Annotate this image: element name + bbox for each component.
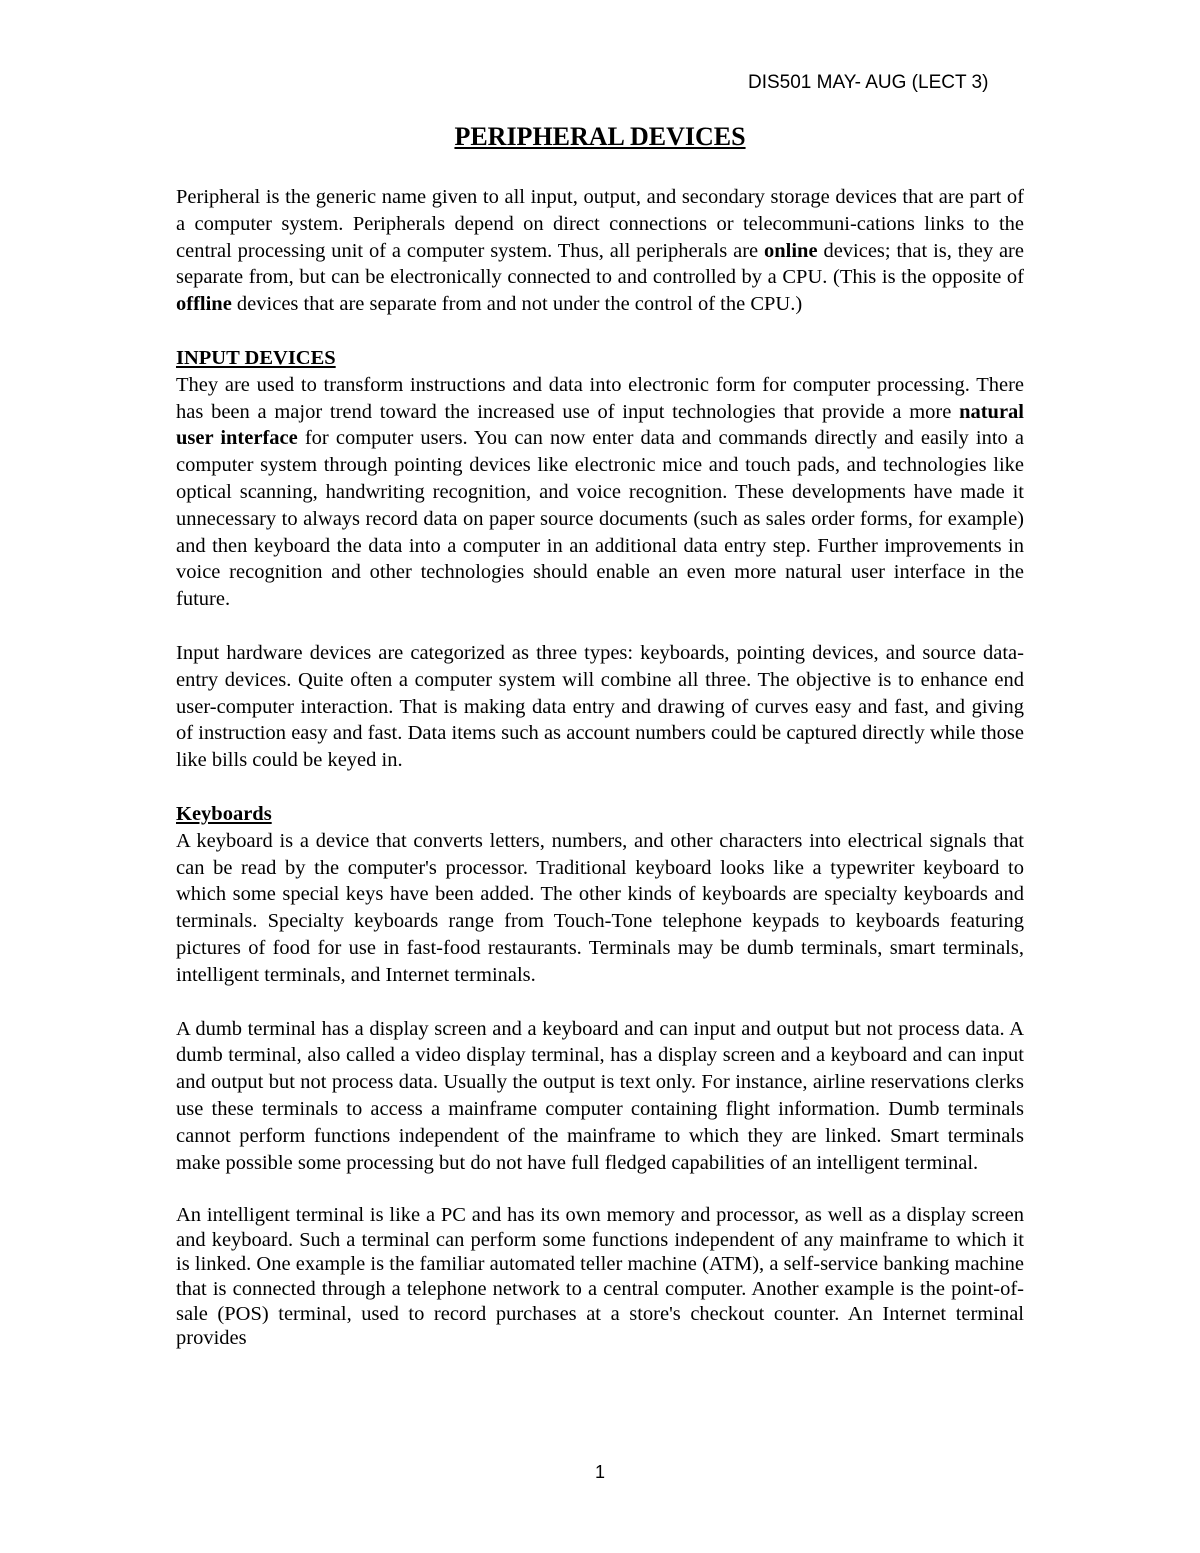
paragraph-gap bbox=[176, 1176, 1024, 1203]
page-title: PERIPHERAL DEVICES bbox=[454, 122, 746, 151]
running-header: DIS501 MAY- AUG (LECT 3) bbox=[748, 72, 989, 93]
keyboards-paragraph-3: An intelligent terminal is like a PC and has its own memory and processor, as well as a display screen and keyboard. Such a terminal can perform some functions independent of any mainframe to which it is linked. One example is the familiar automated teller machine (ATM), a self-service banking machine that is connected through a telephone network to a central computer. Another example is the point-of-sale (POS) terminal, used to record purchases at a store's checkout counter. An Internet terminal provides bbox=[176, 1204, 1024, 1350]
paragraph-gap bbox=[176, 774, 1024, 801]
paragraph-gap bbox=[176, 989, 1024, 1016]
intro-paragraph: Peripheral is the generic name given to all input, output, and secondary storage devices that are part of a computer system. Peripherals depend on direct connections or telecommuni-cations links to the central processing unit of a computer system. Thus, all peripherals are online devices; that is, they are separate from, but can be electronically connected to and controlled by a CPU. (This is the opposite of offline devices that are separate from and not under the control of the CPU.) bbox=[176, 186, 1024, 316]
section-heading-keyboards: Keyboards bbox=[176, 802, 272, 825]
term-offline: offline bbox=[176, 293, 232, 316]
term-online: online bbox=[764, 239, 818, 262]
keyboards-paragraph-2: A dumb terminal has a display screen and a keyboard and can input and output but not process data. A dumb terminal, also called a video display terminal, has a display screen and a keyboard and can input and output but not process data. Usually the output is text only. For instance, airline reservations clerks use these terminals to access a mainframe computer containing flight information. Dumb terminals cannot perform functions independent of the mainframe to which they are linked. Smart terminals make possible some processing but do not have full fledged capabilities of an intelligent terminal. bbox=[176, 1017, 1024, 1174]
keyboards-paragraph-1: A keyboard is a device that converts letters, numbers, and other characters into electrical signals that can be read by the computer's processor. Traditional keyboard looks like a typewriter keyboard to which some special keys have been added. The other kinds of keyboards are specialty keyboards and terminals. Specialty keyboards range from Touch-Tone telephone keypads to keyboards featuring pictures of food for use in fast-food restaurants. Terminals may be dumb terminals, smart terminals, intelligent terminals, and Internet terminals. bbox=[176, 829, 1024, 986]
page-number: 1 bbox=[594, 1462, 605, 1482]
input-devices-paragraph-2: Input hardware devices are categorized as three types: keyboards, pointing devices, and source data-entry devices. Quite often a computer system will combine all three. The objective is to enhance end user-computer interaction. That is making data entry and drawing of curves easy and fast, and giving of instruction easy and fast. Data items such as account numbers could be captured directly while those like bills could be keyed in. bbox=[176, 641, 1024, 772]
input-devices-paragraph-1: They are used to transform instructions and data into electronic form for computer processing. There has been a major trend toward the increased use of input technologies that provide a more natural user interface for computer users. You can now enter data and commands directly and easily into a computer system through pointing devices like electronic mice and touch pads, and technologies like optical scanning, handwriting recognition, and voice recognition. These developments have made it unnecessary to always record data on paper source documents (such as sales order forms, for example) and then keyboard the data into a computer in an additional data entry step. Further improvements in voice recognition and other technologies should enable an even more natural user interface in the future. bbox=[176, 373, 1024, 611]
term-natural-user-interface: natural user interface bbox=[176, 400, 1024, 450]
paragraph-gap bbox=[176, 318, 1024, 345]
section-heading-input-devices: INPUT DEVICES bbox=[176, 346, 336, 369]
document-body bbox=[176, 184, 1024, 1351]
paragraph-gap bbox=[176, 613, 1024, 640]
